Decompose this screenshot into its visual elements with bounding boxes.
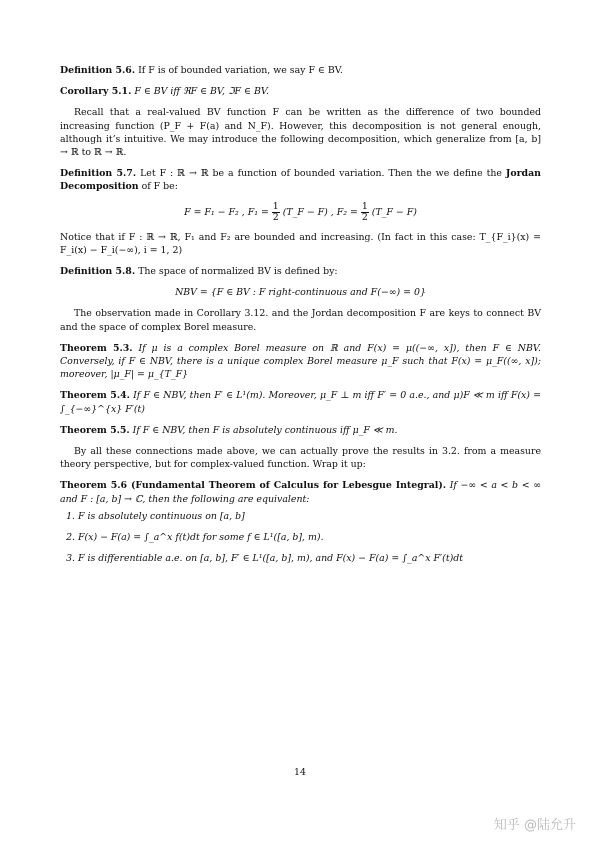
jordan-eq-part2: (T_F − F) , F₂ = bbox=[282, 206, 358, 218]
jordan-eq-part3: (T_F − F) bbox=[371, 206, 417, 218]
definition-5-8-text: The space of normalized BV is defined by: bbox=[138, 266, 338, 278]
definition-5-7-text-b: of F be: bbox=[141, 181, 178, 193]
jordan-decomposition-term: Jordan Decomposition bbox=[60, 168, 541, 193]
fraction-half-1: $\frac{1}{2}$ bbox=[272, 200, 279, 223]
theorem-5-4-label: Theorem 5.4. bbox=[60, 390, 130, 402]
theorem-5-5-label: Theorem 5.5. bbox=[60, 424, 130, 436]
theorem-5-4 bbox=[60, 389, 541, 415]
corollary-5-1-text: F ∈ BV iff ℜF ∈ BV, ℑF ∈ BV. bbox=[134, 86, 269, 98]
watermark: 知乎 @陆允升 bbox=[493, 818, 576, 833]
list-item: 3. F is differentiable a.e. on [a, b], F′ ∈ L¹([a, b], m), and F(x) − F(a) = ∫_a^x F′(t)dt bbox=[78, 552, 541, 565]
theorem-5-4-text: If F ∈ NBV, then F′ ∈ L¹(m). Moreover, μ_F ⊥ m iff F′ = 0 a.e., and μ)F ≪ m iff F(x) = ∫_{−∞}^{x} F′(t) bbox=[60, 390, 542, 415]
theorem-5-5 bbox=[60, 424, 541, 437]
theorem-5-6-text: If −∞ < a < b < ∞ and F : [a, b] → ℂ, then the following are equivalent: bbox=[60, 480, 542, 505]
theorem-5-6-label: Theorem 5.6 (Fundamental Theorem of Calculus for Lebesgue Integral). bbox=[60, 480, 447, 492]
theorem-5-3-label: Theorem 5.3. bbox=[60, 342, 133, 354]
list-item: 1. F is absolutely continuous on [a, b] bbox=[78, 510, 541, 523]
theorem-5-3-text: If μ is a complex Borel measure on ℝ and F(x) = μ((−∞, x]), then F ∈ NBV. Conversely, if F ∈ NBV, there is a unique complex Borel measure μ_F such that F(x) = μ_F((∞, x]); moreover, |μ_F| = μ_{T_F} bbox=[60, 342, 541, 381]
jordan-equation bbox=[60, 202, 541, 223]
corollary-5-1-label: Corollary 5.1. bbox=[60, 86, 132, 98]
fraction-half-2: $\frac{1}{2}$ bbox=[361, 200, 368, 223]
definition-5-6 bbox=[60, 64, 541, 77]
page-content bbox=[60, 64, 541, 573]
paragraph-observation: The observation made in Corollary 3.12. and the Jordan decomposition F are keys to connect BV and the space of complex Borel measure. bbox=[60, 308, 541, 333]
definition-5-8 bbox=[60, 265, 541, 278]
nbv-equation: NBV = {F ∈ BV : F right-continuous and F(−∞) = 0} bbox=[175, 287, 426, 299]
definition-5-7-label: Definition 5.7. bbox=[60, 168, 137, 180]
corollary-5-1 bbox=[60, 85, 541, 98]
theorem-5-5-text: If F ∈ NBV, then F is absolutely continuous iff μ_F ≪ m. bbox=[132, 424, 398, 436]
page-number: 14 bbox=[294, 767, 306, 778]
paragraph-decomposition: Recall that a real-valued BV function F can be written as the difference of two bounded increasing function (P_F + F(a) and N_F). However, this decomposition is not general enough, although it’s intuitive. We may introduce the following decomposition, which generalize from [a, b] → ℝ to ℝ → ℝ. bbox=[60, 107, 541, 159]
definition-5-8-label: Definition 5.8. bbox=[60, 266, 136, 278]
theorem-5-3 bbox=[60, 342, 541, 382]
jordan-eq-part1: F = F₁ − F₂ , F₁ = bbox=[184, 206, 269, 218]
theorem-5-6 bbox=[60, 479, 541, 505]
paragraph-notice: Notice that if F : ℝ → ℝ, F₁ and F₂ are bounded and increasing. (In fact in this case: T_{F_i}(x) = F_i(x) − F_i(−∞), i = 1, 2) bbox=[60, 231, 541, 256]
definition-5-6-label: Definition 5.6. bbox=[60, 65, 136, 76]
list-item: 2. F(x) − F(a) = ∫_a^x f(t)dt for some f ∈ L¹([a, b], m). bbox=[78, 531, 541, 544]
paragraph-wrap-up: By all these connections made above, we can actually prove the results in 3.2. from a measure theory perspective, but for complex-valued function. Wrap it up: bbox=[60, 446, 541, 471]
definition-5-7 bbox=[60, 167, 541, 193]
definition-5-6-text: If F is of bounded variation, we say F ∈ BV. bbox=[138, 65, 343, 76]
equivalence-list bbox=[60, 510, 541, 566]
definition-5-7-text-a: Let F : ℝ → ℝ be a function of bounded variation. Then the we define the bbox=[140, 168, 502, 180]
